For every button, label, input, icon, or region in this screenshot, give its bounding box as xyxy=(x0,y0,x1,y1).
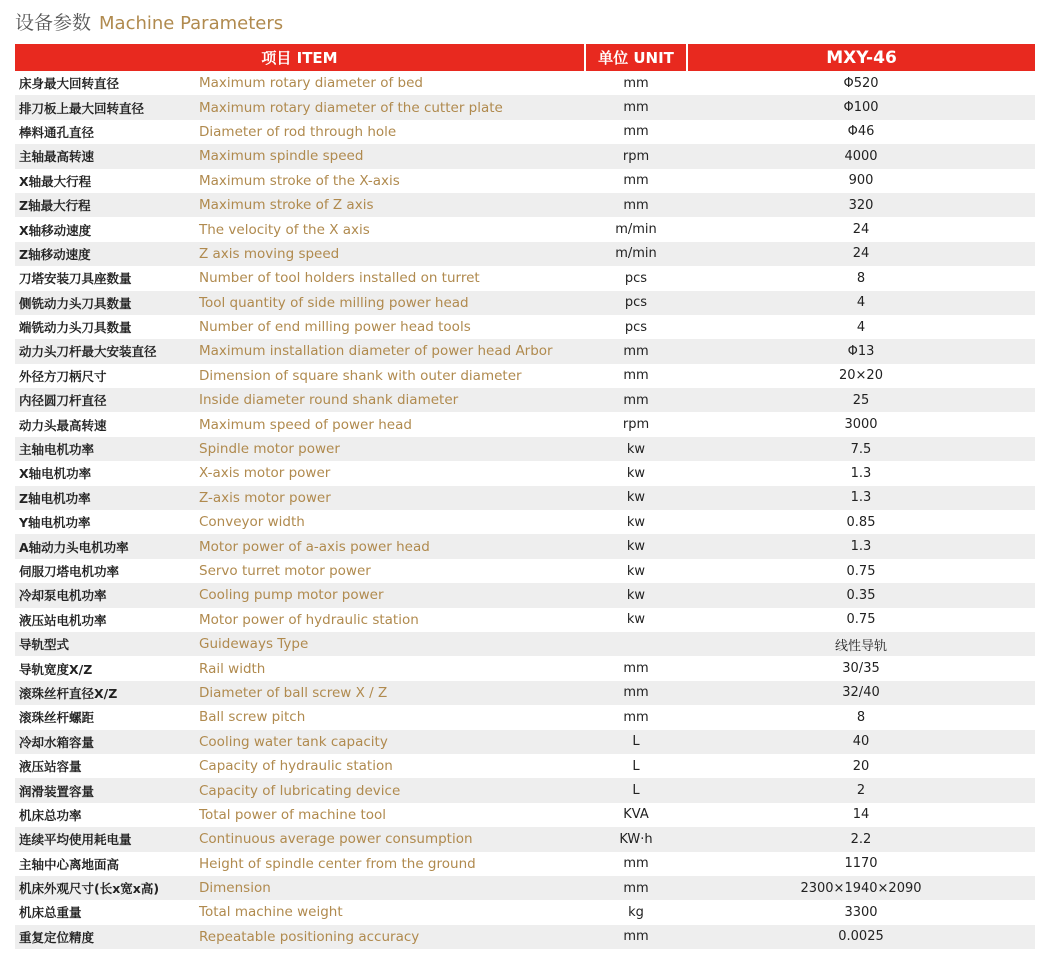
param-name-en: Maximum speed of power head xyxy=(199,416,412,433)
param-value: 32/40 xyxy=(687,681,1035,705)
param-value: 4 xyxy=(687,291,1035,315)
param-value: 30/35 xyxy=(842,661,880,677)
param-name-en: X-axis motor power xyxy=(199,465,331,482)
param-name-en: Diameter of rod through hole xyxy=(199,123,397,140)
param-name-en: Servo turret motor power xyxy=(199,563,371,579)
param-name-cn: 机床总功率 xyxy=(19,807,82,823)
param-unit: mm xyxy=(623,75,649,91)
param-unit: mm xyxy=(623,368,649,384)
param-name-en: Spindle motor power xyxy=(197,437,585,461)
param-value: 1.3 xyxy=(687,534,1035,558)
param-value: 0.0025 xyxy=(687,925,1035,949)
param-value: 900 xyxy=(848,173,874,189)
table-row xyxy=(15,754,1035,778)
param-name-en: Motor power of hydraulic station xyxy=(199,611,419,628)
param-name-cn: Z轴电机功率 xyxy=(15,486,197,510)
param-name-en: Maximum rotary diameter of bed xyxy=(199,75,423,92)
header-item: 项目 ITEM xyxy=(15,44,585,71)
table-row xyxy=(15,730,1035,754)
param-name-cn: 润滑装置容量 xyxy=(15,778,197,802)
param-unit: kw xyxy=(585,583,687,607)
param-name-cn: 冷却水箱容量 xyxy=(15,730,197,754)
table-row xyxy=(15,632,1035,656)
param-unit: L xyxy=(585,778,687,802)
param-unit: L xyxy=(585,730,687,754)
title-chinese: 设备参数 xyxy=(15,12,92,34)
param-name-cn: 重复定位精度 xyxy=(15,925,197,949)
param-name-en: Repeatable positioning accuracy xyxy=(197,925,585,949)
param-name-en: Maximum installation diameter of power head Arbor xyxy=(197,339,585,363)
param-unit: rpm xyxy=(622,417,650,433)
param-name-cn: 滚珠丝杆直径X/Z xyxy=(15,681,197,705)
param-unit: m/min xyxy=(585,242,687,266)
param-value: 4 xyxy=(856,319,866,335)
param-value: 2300×1940×2090 xyxy=(687,876,1035,900)
param-unit: kw xyxy=(626,465,646,481)
param-unit: L xyxy=(632,758,640,774)
param-unit: rpm xyxy=(585,144,687,168)
param-value: 2.2 xyxy=(687,827,1035,851)
table-row xyxy=(15,827,1035,851)
table-row xyxy=(15,486,1035,510)
param-value: 0.75 xyxy=(846,612,876,628)
table-body xyxy=(15,71,1035,949)
param-name-cn: X轴最大行程 xyxy=(19,173,92,189)
param-name-en: Rail width xyxy=(199,660,266,677)
param-name-cn: X轴移动速度 xyxy=(19,222,92,238)
table-row xyxy=(15,315,1035,339)
param-name-en: Maximum stroke of the X-axis xyxy=(199,172,400,189)
param-name-en: Height of spindle center from the ground xyxy=(199,855,476,872)
table-row xyxy=(15,461,1035,485)
param-name-en: Diameter of ball screw X / Z xyxy=(197,681,585,705)
table-row xyxy=(15,803,1035,827)
param-name-cn: 连续平均使用耗电量 xyxy=(15,827,197,851)
param-name-cn: 动力头最高转速 xyxy=(19,417,107,433)
table-row xyxy=(15,388,1035,412)
table-row xyxy=(15,95,1035,119)
param-unit: kw xyxy=(626,563,646,579)
param-name-en: Motor power of a-axis power head xyxy=(197,534,585,558)
param-value: 0.75 xyxy=(846,563,876,579)
param-value: 1.3 xyxy=(687,486,1035,510)
table-row xyxy=(15,291,1035,315)
param-unit: mm xyxy=(623,709,649,725)
param-name-cn: 刀塔安装刀具座数量 xyxy=(19,271,132,287)
param-name-en: Maximum stroke of Z axis xyxy=(197,193,585,217)
table-row xyxy=(15,217,1035,241)
param-name-cn: 液压站电机功率 xyxy=(19,612,107,628)
table-row xyxy=(15,583,1035,607)
param-value: 2 xyxy=(687,778,1035,802)
table-row xyxy=(15,242,1035,266)
param-name-cn: 排刀板上最大回转直径 xyxy=(15,95,197,119)
parameters-table xyxy=(15,44,1035,949)
param-value: 8 xyxy=(856,270,866,286)
param-name-cn: Y轴电机功率 xyxy=(19,515,91,531)
param-name-en: Z axis moving speed xyxy=(197,242,585,266)
param-value: 20×20 xyxy=(839,368,883,384)
param-name-cn: X轴电机功率 xyxy=(19,466,92,482)
param-name-en: Cooling water tank capacity xyxy=(197,730,585,754)
param-unit: mm xyxy=(585,876,687,900)
param-name-cn: 机床外观尺寸(长x宽x高) xyxy=(15,876,197,900)
param-name-cn: 滚珠丝杆螺距 xyxy=(19,710,95,726)
param-name-cn: 导轨宽度X/Z xyxy=(19,661,93,677)
param-unit: kw xyxy=(626,612,646,628)
param-unit: mm xyxy=(585,193,687,217)
param-unit: KVA xyxy=(623,807,649,823)
param-value: 线性导轨 xyxy=(687,632,1035,656)
param-value: 14 xyxy=(852,807,870,823)
param-unit: mm xyxy=(585,339,687,363)
table-row xyxy=(15,559,1035,583)
table-row xyxy=(15,608,1035,632)
table-row xyxy=(15,681,1035,705)
param-unit: kw xyxy=(626,514,646,530)
param-value: Φ520 xyxy=(843,75,879,91)
param-name-cn: 外径方刀柄尺寸 xyxy=(19,368,107,384)
param-unit: pcs xyxy=(585,291,687,315)
param-name-cn: 床身最大回转直径 xyxy=(19,76,120,92)
param-unit: kw xyxy=(585,486,687,510)
param-unit: mm xyxy=(623,856,649,872)
param-name-en: Dimension xyxy=(197,876,585,900)
param-name-cn: 主轴电机功率 xyxy=(15,437,197,461)
param-unit: kw xyxy=(585,534,687,558)
param-value: Φ100 xyxy=(687,95,1035,119)
param-name-cn: Z轴移动速度 xyxy=(15,242,197,266)
section-title xyxy=(15,8,283,38)
param-value: Φ13 xyxy=(687,339,1035,363)
table-row xyxy=(15,900,1035,924)
param-name-en: Dimension of square shank with outer diameter xyxy=(199,367,522,384)
param-name-en: Inside diameter round shank diameter xyxy=(197,388,585,412)
table-row xyxy=(15,510,1035,534)
param-value: 7.5 xyxy=(687,437,1035,461)
param-name-cn: 动力头刀杆最大安装直径 xyxy=(15,339,197,363)
table-row xyxy=(15,705,1035,729)
table-row xyxy=(15,266,1035,290)
param-name-cn: 主轴最高转速 xyxy=(15,144,197,168)
param-name-cn: A轴动力头电机功率 xyxy=(15,534,197,558)
param-value: 1.3 xyxy=(850,465,872,481)
param-unit: mm xyxy=(623,124,649,140)
param-name-cn: 侧铣动力头刀具数量 xyxy=(15,291,197,315)
param-name-cn: 液压站容量 xyxy=(19,759,82,775)
param-name-cn: 内径圆刀杆直径 xyxy=(15,388,197,412)
table-row xyxy=(15,925,1035,949)
param-name-en: Number of tool holders installed on turret xyxy=(199,270,480,287)
param-name-en: Capacity of lubricating device xyxy=(197,778,585,802)
param-unit: mm xyxy=(585,925,687,949)
table-row xyxy=(15,534,1035,558)
param-name-cn: 导轨型式 xyxy=(15,632,197,656)
param-unit: mm xyxy=(585,388,687,412)
table-row xyxy=(15,437,1035,461)
param-name-en: Cooling pump motor power xyxy=(197,583,585,607)
param-unit: pcs xyxy=(624,270,648,286)
param-unit: mm xyxy=(585,681,687,705)
table-row xyxy=(15,144,1035,168)
param-value: 8 xyxy=(856,709,866,725)
param-name-en: Capacity of hydraulic station xyxy=(199,758,393,775)
table-row xyxy=(15,339,1035,363)
param-value: 1170 xyxy=(844,856,878,872)
param-name-en: Z-axis motor power xyxy=(197,486,585,510)
param-value: 0.85 xyxy=(846,514,876,530)
param-unit: m/min xyxy=(615,222,657,238)
param-value: 25 xyxy=(687,388,1035,412)
param-name-en: Maximum spindle speed xyxy=(197,144,585,168)
param-name-cn: 机床总重量 xyxy=(19,905,82,921)
table-row xyxy=(15,778,1035,802)
param-unit: pcs xyxy=(624,319,648,335)
param-name-en: The velocity of the X axis xyxy=(199,221,370,238)
table-row xyxy=(15,120,1035,144)
param-value: 0.35 xyxy=(687,583,1035,607)
table-row xyxy=(15,412,1035,436)
param-value: 24 xyxy=(687,242,1035,266)
param-name-en: Total power of machine tool xyxy=(199,806,387,823)
param-value: 20 xyxy=(852,758,870,774)
table-header xyxy=(15,44,1035,71)
param-value: 3300 xyxy=(844,904,878,920)
param-value: 320 xyxy=(687,193,1035,217)
param-name-en: Continuous average power consumption xyxy=(197,827,585,851)
table-row xyxy=(15,876,1035,900)
param-unit: KW·h xyxy=(585,827,687,851)
param-name-cn: 冷却泵电机功率 xyxy=(15,583,197,607)
table-row xyxy=(15,364,1035,388)
param-name-en: Tool quantity of side milling power head xyxy=(197,291,585,315)
param-unit: kg xyxy=(628,904,644,920)
param-name-cn: 伺服刀塔电机功率 xyxy=(19,564,120,579)
param-value: 40 xyxy=(687,730,1035,754)
param-name-en: Ball screw pitch xyxy=(199,709,306,726)
param-unit: mm xyxy=(585,95,687,119)
param-name-en: Guideways Type xyxy=(197,632,585,656)
param-name-en: Number of end milling power head tools xyxy=(199,319,471,336)
param-unit: mm xyxy=(623,661,649,677)
param-value: 4000 xyxy=(687,144,1035,168)
header-unit: 单位 UNIT xyxy=(585,44,687,71)
table-row xyxy=(15,169,1035,193)
header-model: MXY-46 xyxy=(687,44,1035,71)
param-name-cn: 主轴中心离地面高 xyxy=(19,856,120,872)
param-name-en: Maximum rotary diameter of the cutter plate xyxy=(197,95,585,119)
param-value: 3000 xyxy=(844,417,878,433)
table-row xyxy=(15,71,1035,95)
param-unit xyxy=(585,632,687,656)
title-english: Machine Parameters xyxy=(99,13,284,34)
table-row xyxy=(15,852,1035,876)
table-row xyxy=(15,193,1035,217)
param-name-cn: Z轴最大行程 xyxy=(15,193,197,217)
table-row xyxy=(15,656,1035,680)
param-value: Φ46 xyxy=(847,124,875,140)
param-unit: mm xyxy=(623,173,649,189)
param-name-en: Conveyor width xyxy=(199,514,305,531)
param-value: 24 xyxy=(852,222,870,238)
param-name-cn: 棒料通孔直径 xyxy=(19,124,95,140)
param-name-en: Total machine weight xyxy=(199,904,343,921)
param-name-cn: 端铣动力头刀具数量 xyxy=(19,320,132,336)
param-unit: kw xyxy=(585,437,687,461)
